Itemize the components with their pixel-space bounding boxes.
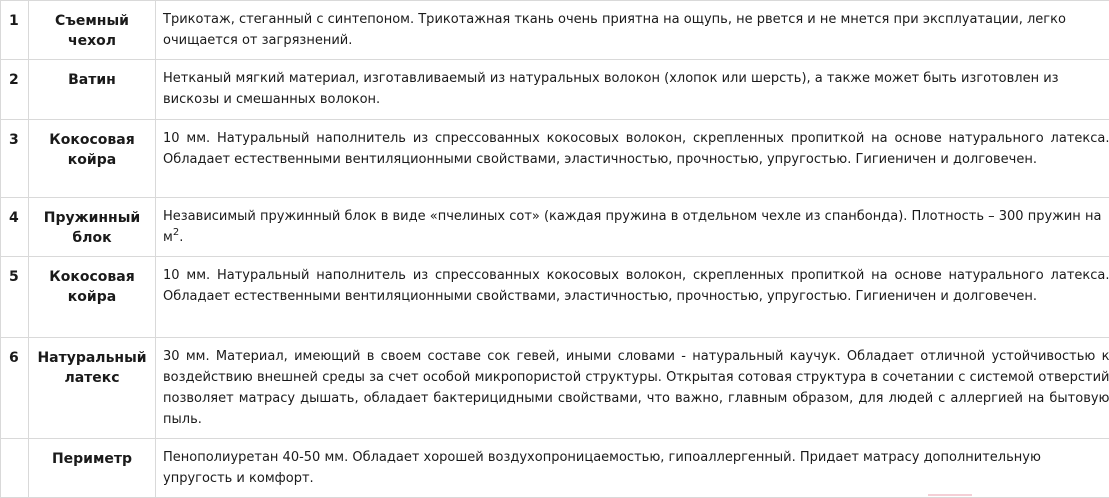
row-number: 4: [1, 198, 29, 257]
row-number: [1, 439, 29, 498]
layer-name: [29, 1, 156, 60]
layer-name-line: Пружинный: [43, 210, 141, 226]
layer-name-line: койра: [67, 152, 117, 168]
row-number: 1: [1, 1, 29, 60]
table-row: [1, 120, 1109, 198]
row-number: 3: [1, 120, 29, 198]
layer-name-line: чехол: [67, 33, 116, 49]
layer-name-line: Ватин: [68, 72, 116, 88]
layer-name: [29, 257, 156, 338]
table-row: [1, 439, 1109, 498]
layer-description: Нетканый мягкий материал, изготавливаемый из натуральных волокон (хлопок или шерсть), а также может быть изготовлен из вискозы и смешанных волокон.: [156, 60, 1109, 120]
table-row: [1, 338, 1109, 439]
layer-description: 30 мм. Материал, имеющий в своем составе сок гевей, иными словами - натуральный каучук. Обладает отличной устойчивостью к воздействию внешней среды за счет особой микропористой структуры. Открытая сотовая структура в сочетании с системой отверстий позволяет матрасу дышать, обладает бактерицидными свойствами, что важно, главным образом, для людей с аллергией на бытовую пыль.: [156, 338, 1109, 439]
decorative-underline: [928, 494, 972, 496]
layer-name-line: койра: [67, 289, 117, 305]
layer-name-line: блок: [72, 230, 112, 246]
layer-name: [29, 338, 156, 439]
layer-name-line: Натуральный: [37, 350, 147, 366]
layer-name: [29, 198, 156, 257]
layer-name: [29, 120, 156, 198]
layer-description: Пенополиуретан 40-50 мм. Обладает хорошей воздухопроницаемостью, гипоаллергенный. Придает матрасу дополнительную упругость и комфорт.: [156, 439, 1109, 498]
layer-name: [29, 439, 156, 498]
table-row: [1, 198, 1109, 257]
layer-name-line: латекс: [64, 370, 120, 386]
table-row: [1, 1, 1109, 60]
row-number: 2: [1, 60, 29, 120]
table-row: [1, 60, 1109, 120]
row-number: 5: [1, 257, 29, 338]
layer-description: 10 мм. Натуральный наполнитель из спрессованных кокосовых волокон, скрепленных пропиткой на основе натурального латекса. Обладает естественными вентиляционными свойствами, эластичностью, прочностью, упругостью. Гигиеничен и долговечен.: [156, 120, 1109, 198]
layer-description: [156, 198, 1109, 257]
layer-description: 10 мм. Натуральный наполнитель из спрессованных кокосовых волокон, скрепленных пропиткой на основе натурального латекса. Обладает естественными вентиляционными свойствами, эластичностью, прочностью, упругостью. Гигиеничен и долговечен.: [156, 257, 1109, 338]
layer-description-end: .: [179, 230, 184, 245]
layer-name: [29, 60, 156, 120]
table-row: [1, 257, 1109, 338]
row-number: 6: [1, 338, 29, 439]
layer-name-line: Кокосовая: [49, 132, 135, 148]
layer-name-line: Периметр: [51, 451, 133, 467]
layer-description-text: Независимый пружинный блок в виде «пчелиных сот» (каждая пружина в отдельном чехле из спанбонда). Плотность – 300 пружин на м: [163, 209, 1102, 245]
layer-name-line: Съемный: [55, 13, 129, 29]
unit-exponent: 2: [172, 226, 180, 238]
layer-name-line: Кокосовая: [49, 269, 135, 285]
layer-description: Трикотаж, стеганный с синтепоном. Трикотажная ткань очень приятна на ощупь, не рвется и не мнется при эксплуатации, легко очищается от загрязнений.: [156, 1, 1109, 60]
